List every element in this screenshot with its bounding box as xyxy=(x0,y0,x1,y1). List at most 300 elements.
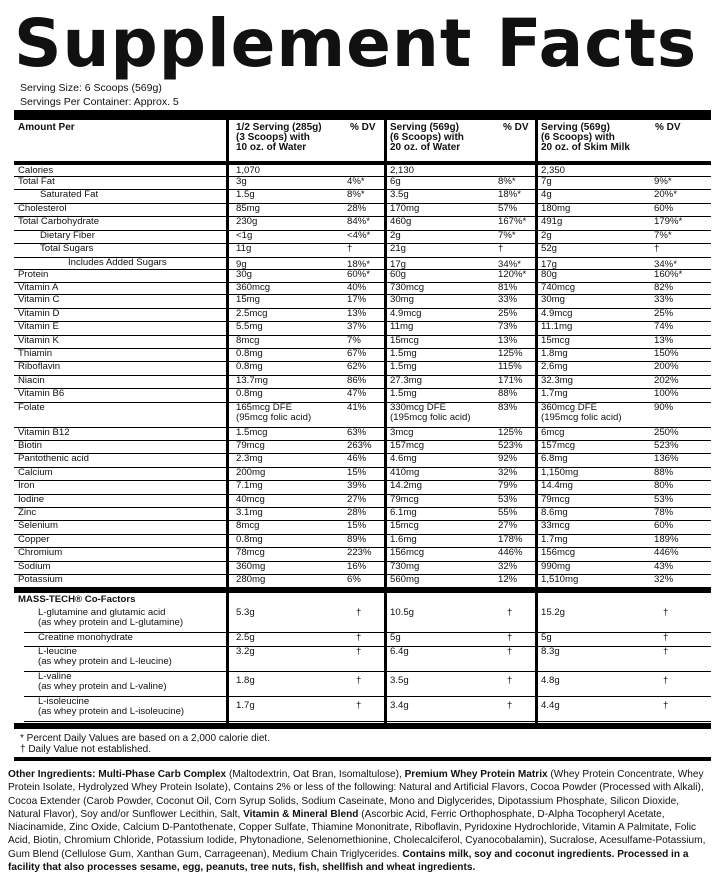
footnote-dagger: † Daily Value not established. xyxy=(20,744,152,755)
daily-value: † xyxy=(663,675,669,687)
table-row xyxy=(14,361,711,375)
daily-value: 4%* xyxy=(347,176,365,187)
serving-size: Serving Size: 6 Scoops (569g) xyxy=(20,82,162,94)
daily-value: 12% xyxy=(498,574,518,585)
amount-value: 79mcg xyxy=(390,493,419,505)
daily-value: 125% xyxy=(498,426,523,438)
amount-value: 8.3g xyxy=(541,646,560,658)
daily-value: 13% xyxy=(347,307,367,319)
daily-value: 9%* xyxy=(654,176,672,187)
amount-value: 3g xyxy=(236,176,247,187)
table-row xyxy=(14,507,711,521)
daily-value: 73% xyxy=(498,321,518,333)
daily-value: 250% xyxy=(654,426,679,438)
amount-value: 6.8mg xyxy=(541,453,568,465)
table-row xyxy=(14,574,711,588)
daily-value: 34%* xyxy=(654,259,677,270)
amount-value: 17g xyxy=(390,259,407,270)
amount-value: 3.1mg xyxy=(236,507,263,518)
amount-value: 8.6mg xyxy=(541,507,568,518)
daily-value: 18%* xyxy=(498,189,521,201)
amount-value: 6g xyxy=(390,176,401,187)
nutrient-name: Calories xyxy=(18,165,54,176)
amount-value: 30mg xyxy=(541,294,565,306)
daily-value: 60%* xyxy=(347,269,370,280)
nutrient-name: Potassium xyxy=(18,574,63,585)
amount-value: 14.2mg xyxy=(390,480,422,492)
amount-value: 15mcg xyxy=(390,334,419,346)
daily-value: 13% xyxy=(654,334,674,346)
amount-subvalue: (95mcg folic acid) xyxy=(236,411,312,423)
daily-value: 189% xyxy=(654,533,679,545)
nutrient-name: Copper xyxy=(18,533,50,545)
nutrient-name: Includes Added Sugars xyxy=(68,257,167,268)
cofactor-rule xyxy=(14,587,711,593)
daily-value: † xyxy=(347,243,353,254)
cofactor-name: Creatine monohydrate xyxy=(38,632,133,644)
daily-value: 53% xyxy=(498,493,518,505)
daily-value: 17% xyxy=(347,294,367,306)
amount-value: 330mcg DFE xyxy=(390,401,446,413)
amount-value: 3.2g xyxy=(236,646,255,658)
amount-per-header: Amount Per xyxy=(18,122,75,133)
daily-value: 7%* xyxy=(654,229,672,241)
table-row xyxy=(14,453,711,467)
amount-value: 2,130 xyxy=(390,165,415,176)
amount-value: 6.1mg xyxy=(390,507,417,518)
daily-value: 47% xyxy=(347,388,367,400)
ingredient-text: (Maltodextrin, Oat Bran, Isomaltulose), xyxy=(228,769,405,780)
amount-value: 30mg xyxy=(390,294,414,306)
amount-value: 157mcg xyxy=(541,440,576,451)
amount-value: 32.3mg xyxy=(541,374,573,386)
amount-value: 1.5g xyxy=(236,189,255,201)
amount-value: 11g xyxy=(236,243,252,254)
nutrient-name: Biotin xyxy=(18,440,42,451)
daily-value: 37% xyxy=(347,321,367,333)
daily-value: 62% xyxy=(347,361,367,373)
amount-value: 2g xyxy=(390,229,401,241)
nutrient-name: Total Sugars xyxy=(40,243,94,254)
panel-title: Supplement Facts xyxy=(14,5,698,82)
col1-header-line: 1/2 Serving (285g) xyxy=(236,122,322,133)
amount-value: 990mg xyxy=(541,560,571,572)
amount-value: 1.5mg xyxy=(390,388,417,400)
daily-value: 82% xyxy=(654,282,674,294)
table-row xyxy=(14,480,711,494)
nutrient-name: Total Carbohydrate xyxy=(18,216,100,228)
amount-value: 156mcg xyxy=(390,547,425,559)
amount-value: 2.5mcg xyxy=(236,307,268,319)
daily-value: † xyxy=(654,243,660,254)
nutrient-name: Niacin xyxy=(18,374,45,386)
cofactor-row xyxy=(24,646,711,672)
table-row xyxy=(14,494,711,508)
daily-value: 523% xyxy=(654,440,679,451)
daily-value: 150% xyxy=(654,348,679,359)
amount-value: 5.3g xyxy=(236,607,255,619)
daily-value: 88% xyxy=(498,388,518,400)
amount-value: 1.5mg xyxy=(390,348,417,359)
ingredient-text: (Whey Protein Concentrate, Whey Protein Isolate, Hydrolyzed Whey Protein Isolate), Contains 2% or less of the following: Natural and Artificial Flavors, Cocoa Powder (Processed with Alkali), Cocoa Extender (Carob Powder, Coconut Oil, Corn Syrup Solids, Sodium Caseinate, Mono and Diglycerides, Dipotassium Phosphate, Silicon Dioxide, Natural Flavor), Soy and/or Sunflower Lecithin, Salt, xyxy=(8,769,704,820)
amount-value: 0.8mg xyxy=(236,388,263,400)
table-row xyxy=(14,520,711,534)
cofactor-name: L-leucine xyxy=(38,646,77,658)
daily-value: 25% xyxy=(498,307,518,319)
amount-value: 1.8g xyxy=(236,675,255,687)
daily-value: 7% xyxy=(347,334,361,346)
daily-value: <4%* xyxy=(347,229,371,241)
ingredient-text: (Ascorbic Acid, Ferric Orthophosphate, D-Alpha Tocopheryl Acetate, Niacinamide, Zinc Oxide, Calcium D-Pantothenate, Copper Sulfate, Thiamine Mononitrate, Riboflavin, Pyridoxine Hydrochloride, Vitamin A Palmitate, Folic Acid, Biotin, Chromium Chloride, Potassium Iodide, Phytonadione, Selenomethionine, Cholecalciferol, Cyanocobalamin), Sucralose, Acesulfame-Potassium, Gum Blend (Cellulose Gum, Xanthan Gum, Carrageenan), Medium Chain Triglycerides. xyxy=(8,808,706,860)
amount-value: 17g xyxy=(541,259,558,270)
amount-value: 5g xyxy=(541,632,552,644)
col3-header-line: (6 Scoops) with xyxy=(541,132,615,143)
table-row xyxy=(14,534,711,548)
amount-value: 200mg xyxy=(236,466,266,478)
nutrient-name: Vitamin D xyxy=(18,307,60,319)
daily-value: 63% xyxy=(347,426,367,438)
amount-value: 79mcg xyxy=(541,493,570,505)
amount-value: 21g xyxy=(390,243,407,254)
daily-value: 16% xyxy=(347,560,367,572)
nutrient-table xyxy=(14,118,711,729)
amount-value: 491g xyxy=(541,216,563,228)
col3-header xyxy=(541,123,630,153)
col2-header-line: Serving (569g) xyxy=(390,122,459,133)
nutrient-name: Dietary Fiber xyxy=(40,229,95,241)
amount-value: 6mcg xyxy=(541,426,565,438)
daily-value: 6% xyxy=(347,574,361,585)
amount-value: 78mcg xyxy=(236,547,265,559)
daily-value: † xyxy=(356,675,362,687)
daily-value: 27% xyxy=(498,520,518,532)
amount-value: 410mg xyxy=(390,466,420,478)
daily-value: 34%* xyxy=(498,259,521,270)
amount-value: 1.6mg xyxy=(390,533,417,545)
table-row xyxy=(14,467,711,481)
daily-value: 80% xyxy=(654,480,674,492)
nutrient-name: Calcium xyxy=(18,466,53,478)
cofactor-row xyxy=(24,696,711,722)
nutrient-name: Vitamin B6 xyxy=(18,388,65,400)
table-row xyxy=(14,388,711,402)
nutrient-name: Vitamin E xyxy=(18,321,59,333)
nutrient-name: Selenium xyxy=(18,520,58,532)
table-row xyxy=(14,561,711,575)
amount-value: 3mcg xyxy=(390,426,414,438)
servings-per-container: Servings Per Container: Approx. 5 xyxy=(20,96,179,108)
amount-value: 15mg xyxy=(236,294,260,306)
nutrient-name: Riboflavin xyxy=(18,361,61,373)
ingredient-heading: Other Ingredients: Multi-Phase Carb Complex xyxy=(8,769,229,780)
amount-value: 60g xyxy=(390,269,407,280)
amount-value: 280mg xyxy=(236,574,266,585)
daily-value: † xyxy=(663,700,669,712)
daily-value: 33% xyxy=(498,294,518,306)
daily-value: 32% xyxy=(498,466,518,478)
cofactor-source: (as whey protein and L-leucine) xyxy=(38,656,172,668)
amount-value: 1.5mcg xyxy=(236,426,268,438)
amount-value: 360mcg DFE xyxy=(541,401,597,413)
amount-value: 11.1mg xyxy=(541,321,573,333)
amount-value: 3.5g xyxy=(390,189,409,201)
amount-value: 1,510mg xyxy=(541,574,579,585)
daily-value: † xyxy=(507,646,513,658)
daily-value: 57% xyxy=(498,202,518,214)
footnote-dv: * Percent Daily Values are based on a 2,000 calorie diet. xyxy=(20,733,270,744)
amount-value: 360mg xyxy=(236,560,266,572)
ingredient-heading: Vitamin & Mineral Blend xyxy=(243,808,362,820)
amount-value: 1.7mg xyxy=(541,388,568,400)
table-row xyxy=(14,440,711,454)
daily-value: 7%* xyxy=(498,229,516,241)
amount-value: 730mg xyxy=(390,560,420,572)
amount-value: 740mcg xyxy=(541,282,576,294)
amount-value: 85mg xyxy=(236,202,260,214)
amount-value: 10.5g xyxy=(390,607,415,619)
amount-value: 7.1mg xyxy=(236,480,263,492)
amount-value: 3.4g xyxy=(390,700,409,712)
daily-value: 20%* xyxy=(654,189,677,201)
daily-value: † xyxy=(356,632,362,644)
table-row xyxy=(14,375,711,389)
col3-header-line: 20 oz. of Skim Milk xyxy=(541,142,630,153)
daily-value: 202% xyxy=(654,374,679,386)
daily-value: 32% xyxy=(654,574,674,585)
daily-value: † xyxy=(663,607,669,619)
amount-value: 79mcg xyxy=(236,440,265,451)
table-bottom-rule xyxy=(14,723,711,729)
daily-value: † xyxy=(507,700,513,712)
amount-value: 360mcg xyxy=(236,282,271,294)
amount-value: 13.7mg xyxy=(236,374,268,386)
amount-value: 0.8mg xyxy=(236,533,263,545)
amount-value: 560mg xyxy=(390,574,420,585)
amount-value: 1,070 xyxy=(236,165,261,176)
daily-value: † xyxy=(356,700,362,712)
daily-value: 43% xyxy=(654,560,674,572)
amount-subvalue: (195mcg folic acid) xyxy=(390,411,471,423)
supplement-facts-panel xyxy=(14,0,711,760)
table-row xyxy=(14,335,711,349)
amount-value: 460g xyxy=(390,216,412,228)
nutrient-name: Total Fat xyxy=(18,176,55,187)
daily-value: 15% xyxy=(347,466,367,478)
daily-value: 100% xyxy=(654,388,679,400)
table-row xyxy=(14,308,711,322)
cofactor-row xyxy=(24,607,711,633)
nutrient-name: Cholesterol xyxy=(18,202,67,214)
table-row xyxy=(14,216,711,230)
amount-value: 170mg xyxy=(390,202,420,214)
ingredient-heading: Premium Whey Protein Matrix xyxy=(404,769,551,780)
daily-value: 171% xyxy=(498,374,523,386)
amount-value: 8mcg xyxy=(236,520,260,532)
daily-value: 83% xyxy=(498,401,518,413)
cofactor-source: (as whey protein and L-valine) xyxy=(38,681,167,693)
amount-value: 1,150mg xyxy=(541,466,579,478)
daily-value: † xyxy=(507,607,513,619)
daily-value: 86% xyxy=(347,374,367,386)
amount-value: 6.4g xyxy=(390,646,409,658)
col2-header-line: 20 oz. of Water xyxy=(390,142,461,153)
col2-header xyxy=(390,123,464,153)
col1-header xyxy=(236,123,322,153)
daily-value: 18%* xyxy=(347,259,370,270)
amount-value: 15mcg xyxy=(541,334,570,346)
col2-header-line: (6 Scoops) with xyxy=(390,132,464,143)
amount-value: 180mg xyxy=(541,202,571,214)
table-row xyxy=(14,203,711,217)
daily-value: 523% xyxy=(498,440,523,451)
daily-value: 178% xyxy=(498,533,523,545)
cofactors-title: MASS-TECH® Co-Factors xyxy=(18,594,136,606)
amount-value: 2.3mg xyxy=(236,453,263,465)
daily-value: 67% xyxy=(347,348,367,359)
cofactor-row xyxy=(24,671,711,697)
cofactor-name: L-glutamine and glutamic acid xyxy=(38,607,166,619)
nutrient-name: Chromium xyxy=(18,547,63,559)
daily-value: 41% xyxy=(347,401,367,413)
nutrient-name: Iron xyxy=(18,480,35,492)
daily-value: † xyxy=(507,675,513,687)
col3-dv-header: % DV xyxy=(655,122,681,133)
daily-value: 8%* xyxy=(347,189,365,201)
table-row xyxy=(14,230,711,244)
daily-value: 90% xyxy=(654,401,674,413)
amount-value: 4.9mcg xyxy=(541,307,573,319)
daily-value: 15% xyxy=(347,520,367,532)
nutrient-name: Pantothenic acid xyxy=(18,453,89,465)
amount-value: 4.9mcg xyxy=(390,307,422,319)
table-row xyxy=(14,402,711,428)
amount-value: 0.8mg xyxy=(236,348,263,359)
daily-value: † xyxy=(663,646,669,658)
daily-value: 81% xyxy=(498,282,518,294)
daily-value: 53% xyxy=(654,493,674,505)
daily-value: 446% xyxy=(654,547,679,559)
daily-value: 55% xyxy=(498,507,518,518)
daily-value: 167%* xyxy=(498,216,527,228)
daily-value: 92% xyxy=(498,453,518,465)
ingredient-heading: Contains milk, soy and coconut ingredients. Processed in a facility that also processes sesame, egg, peanuts, tree nuts, fish, shellfish and wheat ingredients. xyxy=(8,848,689,874)
daily-value: 179%* xyxy=(654,216,683,228)
amount-subvalue: (195mcg folic acid) xyxy=(541,411,622,423)
table-row xyxy=(14,547,711,561)
daily-value: 33% xyxy=(654,294,674,306)
daily-value: 115% xyxy=(498,361,522,373)
daily-value: 46% xyxy=(347,453,367,465)
daily-value: † xyxy=(356,607,362,619)
amount-value: 5g xyxy=(390,632,401,644)
amount-value: 157mcg xyxy=(390,440,425,451)
daily-value: 28% xyxy=(347,202,367,214)
table-row xyxy=(14,269,711,283)
cofactor-source: (as whey protein and L-isoleucine) xyxy=(38,706,185,718)
amount-value: <1g xyxy=(236,229,253,241)
nutrient-name: Vitamin A xyxy=(18,282,59,294)
nutrient-name: Zinc xyxy=(18,507,37,518)
daily-value: 160%* xyxy=(654,269,683,280)
daily-value: 88% xyxy=(654,466,674,478)
col1-header-line: (3 Scoops) with xyxy=(236,132,310,143)
cofactor-row xyxy=(24,632,711,647)
nutrient-name: Vitamin C xyxy=(18,294,60,306)
col2-dv-header: % DV xyxy=(503,122,529,133)
amount-value: 40mcg xyxy=(236,493,265,505)
daily-value: 8%* xyxy=(498,176,516,187)
amount-value: 9g xyxy=(236,259,247,270)
amount-value: 5.5mg xyxy=(236,321,263,333)
amount-value: 15.2g xyxy=(541,607,566,619)
amount-value: 1.5mg xyxy=(390,361,417,373)
amount-value: 0.8mg xyxy=(236,361,263,373)
amount-value: 156mcg xyxy=(541,547,576,559)
amount-value: 1.7g xyxy=(236,700,255,712)
amount-value: 8mcg xyxy=(236,334,260,346)
amount-value: 230g xyxy=(236,216,258,228)
nutrient-name: Protein xyxy=(18,269,49,280)
nutrient-name: Thiamin xyxy=(18,348,53,359)
daily-value: † xyxy=(663,632,669,644)
daily-value: 74% xyxy=(654,321,674,333)
daily-value: 125% xyxy=(498,348,523,359)
amount-value: 1.7mg xyxy=(541,533,568,545)
daily-value: 40% xyxy=(347,282,367,294)
amount-value: 2,350 xyxy=(541,165,566,176)
col1-dv-header: % DV xyxy=(350,122,376,133)
nutrient-name: Folate xyxy=(18,401,45,413)
amount-value: 14.4mg xyxy=(541,480,573,492)
daily-value: 136% xyxy=(654,453,679,465)
nutrient-name: Saturated Fat xyxy=(40,189,99,201)
amount-value: 4.4g xyxy=(541,700,560,712)
daily-value: 39% xyxy=(347,480,367,492)
amount-value: 730mcg xyxy=(390,282,425,294)
nutrient-name: Iodine xyxy=(18,493,45,505)
amount-value: 7g xyxy=(541,176,552,187)
daily-value: 446% xyxy=(498,547,523,559)
amount-value: 2.5g xyxy=(236,632,255,644)
cofactor-source: (as whey protein and L-glutamine) xyxy=(38,617,184,629)
amount-value: 2.6mg xyxy=(541,361,568,373)
amount-value: 30g xyxy=(236,269,253,280)
daily-value: 60% xyxy=(654,520,674,532)
col3-header-line: Serving (569g) xyxy=(541,122,610,133)
other-ingredients xyxy=(8,768,706,874)
daily-value: 25% xyxy=(654,307,674,319)
table-row xyxy=(14,243,711,258)
table-row xyxy=(14,348,711,362)
amount-value: 2g xyxy=(541,229,552,241)
amount-value: 33mcg xyxy=(541,520,570,532)
table-row xyxy=(14,176,711,190)
cofactor-name: L-valine xyxy=(38,671,72,683)
amount-value: 11mg xyxy=(390,321,414,333)
amount-value: 4.8g xyxy=(541,675,560,687)
daily-value: 78% xyxy=(654,507,674,518)
daily-value: 32% xyxy=(498,560,518,572)
daily-value: 28% xyxy=(347,507,367,518)
amount-value: 52g xyxy=(541,243,558,254)
daily-value: 263% xyxy=(347,440,372,451)
daily-value: † xyxy=(356,646,362,658)
daily-value: 13% xyxy=(498,334,518,346)
col1-header-line: 10 oz. of Water xyxy=(236,142,307,153)
daily-value: 27% xyxy=(347,493,367,505)
amount-value: 80g xyxy=(541,269,558,280)
table-row xyxy=(14,189,711,203)
